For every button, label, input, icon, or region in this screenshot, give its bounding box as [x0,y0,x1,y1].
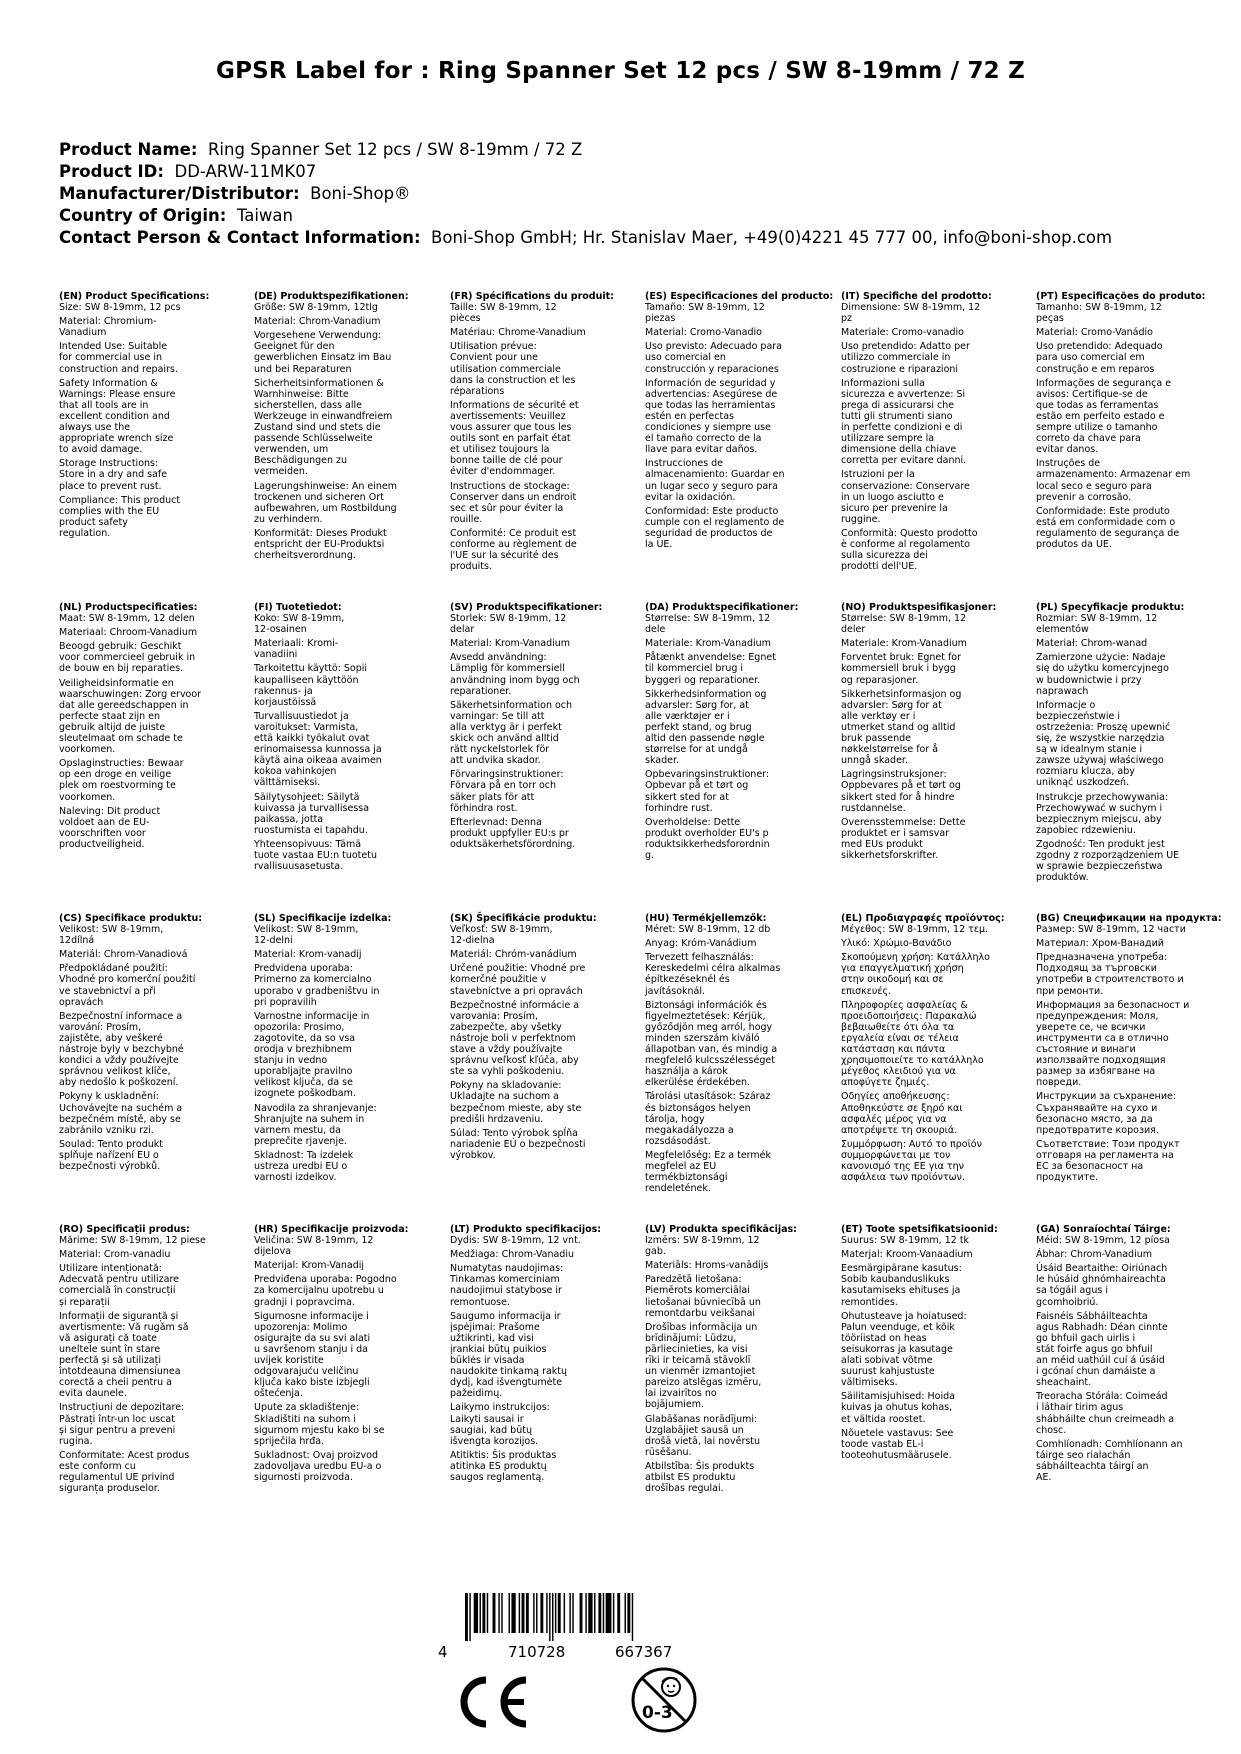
spec-paragraph: Beoogd gebruik: Geschikt voor commercieel gebruik in de bouw en bij reparaties. [59,641,196,675]
spec-paragraph: Pokyny k uskladnění: Uchovávejte na suchém a bezpečném místě, aby se zabránilo vzniku rzi. [59,1091,183,1136]
spec-paragraph: Suurus: SW 8-19mm, 12 tk [841,1235,970,1247]
spec-paragraph: Comhlíonadh: Comhlíonann an táirge seo rialachán sábháilteachta táirgí an AE. [1036,1438,1183,1483]
barcode-bar [501,1593,502,1633]
spec-paragraph: Материал: Хром-Ванадий [1036,938,1164,950]
spec-paragraph: Úsáid Beartaithe: Oiriúnach le húsáid ghnómhaireachta sa tógáil agus i gcomhoibriú. [1036,1263,1168,1308]
spec-paragraph: Συμμόρφωση: Αυτό το προϊόν συμμορφώνεται με τον κανονισμό της ΕΕ για την ασφάλεια των προϊόντων. [841,1138,982,1184]
spec-paragraph: Safety Information & Warnings: Please ensure that all tools are in excellent condition and always use the appropriate wrench size to avoid damage. [59,377,176,456]
barcode-bar [482,1593,485,1633]
info-manufacturer: Manufacturer/Distributor: Boni-Shop® [59,184,411,203]
barcode-bar [594,1593,595,1633]
barcode-bar [632,1593,633,1641]
spec-paragraph: Navodila za shranjevanje: Shranjujte na suhem in varnem mestu, da preprečite rjavenje. [254,1102,377,1147]
spec-paragraph: Materiāls: Hroms-vanādijs [645,1260,769,1272]
spec-block-bg [1036,913,1222,1186]
spec-block-it [841,291,999,575]
spec-heading: (SK) Špecifikácie produktu: [450,913,597,924]
spec-heading: (FI) Tuotetiedot: [254,602,342,613]
spec-paragraph: Instruções de armazenamento: Armazenar em local seco e seguro para prevenir a corrosão. [1036,458,1191,503]
spec-paragraph: Material: Krom-vanadij [254,949,362,961]
spec-paragraph: Istruzioni per la conservazione: Conservare in un luogo asciutto e sicuro per prevenire la ruggine. [841,469,970,525]
info-product-id: Product ID: DD-ARW-11MK07 [59,162,317,181]
spec-paragraph: Sikkerhetsinformasjon og advarsler: Sørg for at alle verktøy er i utmerket stand og alltid bruk passende nøkkelstørrelse for å unngå skader. [841,688,962,767]
spec-paragraph: Instrucciones de almacenamiento: Guardar en un lugar seco y seguro para evitar la oxidación. [645,458,785,503]
spec-paragraph: Turvallisuustiedot ja varoitukset: Varmista, että kaikki työkalut ovat erinomaisessa kunnossa ja käytä aina oikeaa avaimen kokoa vahinkojen välttämiseksi. [254,710,382,789]
spec-paragraph: Ábhar: Chrom-Vanadium [1036,1249,1152,1261]
barcode-bar [585,1593,586,1633]
barcode-bar [588,1593,592,1633]
barcode-bar [487,1593,488,1633]
spec-paragraph: Predvidena uporaba: Primerno za komercialno uporabo v gradbeništvu in pri popravilih [254,963,380,1008]
spec-paragraph: Dydis: SW 8-19mm, 12 vnt. [450,1235,581,1247]
ce-mark-icon [452,1672,532,1732]
spec-paragraph: Informacje o bezpieczeństwie i ostrzeżenia: Proszę upewnić się, że wszystkie narzędzia są w idealnym stanie i zawsze używaj właściwego rozmiaru klucza, aby uniknąć uszkodzeń. [1036,699,1171,789]
spec-paragraph: Efterlevnad: Denna produkt uppfyller EU:s pr oduktsäkerhetsförordning. [450,816,576,850]
spec-paragraph: Opbevaringsinstruktioner: Opbevar på et tørt og sikkert sted for at forhindre rust. [645,769,770,814]
spec-paragraph: Instrukcje przechowywania: Przechowywać w suchym i bezpiecznym miejscu, aby zapobiec rdzewieniu. [1036,791,1169,836]
barcode-bar [552,1593,553,1641]
spec-paragraph: Material: Krom-Vanadium [450,638,571,650]
spec-block-da [645,602,803,864]
spec-paragraph: Konformität: Dieses Produkt entspricht der EU-Produktsi cherheitsverordnung. [254,527,387,562]
spec-block-hu [645,913,803,1197]
spec-paragraph: Storlek: SW 8-19mm, 12 delar [450,613,567,636]
spec-paragraph: Sigurnosne informacije i upozorenja: Molimo osigurajte da su svi alati u savršenom stanju i da uvijek koristite odgovarajuću veličinu ključa kako biste izbjegli oštećenja. [254,1310,371,1400]
spec-paragraph: Påtænkt anvendelse: Egnet til kommerciel brug i byggeri og reparationer. [645,652,776,686]
spec-paragraph: Förvaringsinstruktioner: Förvara på en torr och säker plats för att förhindra rost. [450,769,564,814]
age-warning-label: 0-3 [642,1703,673,1723]
spec-heading: (FR) Spécifications du produit: [450,291,614,302]
spec-paragraph: Sicherheitsinformationen & Warnhinweise: Bitte sicherstellen, dass alle Werkzeuge in einwandfreiem Zustand sind und stets die passende Schlüsselweite verwenden, um Beschädigungen zu vermeiden. [254,377,393,478]
spec-paragraph: Σκοπούμενη χρήση: Κατάλληλο για επαγγελματική χρήση στην οικοδομή και σε επισκευές. [841,952,990,997]
spec-paragraph: Anyag: Króm-Vanádium [645,938,757,950]
spec-paragraph: Maat: SW 8-19mm, 12 delen [59,613,195,625]
spec-paragraph: Conformidade: Este produto está em conformidade com o regulamento de segurança de produtos da UE. [1036,505,1180,550]
spec-paragraph: Naleving: Dit product voldoet aan de EU- voorschriften voor productveiligheid. [59,805,161,850]
barcode-bar [498,1593,499,1633]
spec-block-lv [645,1224,803,1497]
spec-paragraph: Säilytysohjeet: Säilytä kuivassa ja turvallisessa paikassa, jotta ruostumista ei tapahdu. [254,791,370,836]
spec-paragraph: Taille: SW 8-19mm, 12 pièces [450,302,557,325]
spec-paragraph: Atitiktis: Šis produktas atitinka ES produktų saugos reglamentą. [450,1449,557,1483]
spec-paragraph: Paredzētā lietošana: Piemērots komerciālai lietošanai būvniecībā un remontdarbu veikšanai [645,1274,761,1319]
spec-paragraph: Material: Chromium- Vanadium [59,316,157,339]
spec-paragraph: Uso pretendido: Adequado para uso comercial em construção e em reparos [1036,341,1163,375]
barcode-bar [526,1593,529,1633]
spec-paragraph: Tamaño: SW 8-19mm, 12 piezas [645,302,765,325]
spec-paragraph: Πληροφορίες ασφαλείας & προειδοποιήσεις: Παρακαλώ βεβαιωθείτε ότι όλα τα εργαλεία είναι σε τέλεια κατάσταση και πάντα χρησιμοποιείτε το κατάλληλο μέγεθος κλειδιού για να αποφύγετε ζημιές. [841,999,984,1089]
spec-paragraph: Opslaginstructies: Bewaar op een droge en veilige plek om roestvorming te voorkomen. [59,758,184,803]
spec-block-pl [1036,602,1194,886]
barcode-bar [469,1593,470,1641]
spec-paragraph: Medžiaga: Chrom-Vanadiu [450,1249,574,1261]
spec-paragraph: Soulad: Tento produkt splňuje nařízení EU o bezpečnosti výrobků. [59,1138,164,1172]
spec-heading: (IT) Specifiche del prodotto: [841,291,992,302]
spec-paragraph: Materiaali: Kromi- vanadiini [254,638,339,661]
spec-paragraph: Faisnéis Sábháilteachta agus Rabhadh: Déan cinnte go bhfuil gach uirlis i stát foirfe agus go bhfuil an méid uathúil cuí á úsáid i gcónaí chun damáiste a sheachaint. [1036,1310,1168,1389]
spec-paragraph: Izmērs: SW 8-19mm, 12 gab. [645,1235,760,1258]
barcode-bar [569,1593,570,1633]
barcode-bar [606,1593,612,1633]
spec-block-sv [450,602,608,853]
barcode-bar [572,1593,573,1633]
spec-heading: (HR) Specifikacije proizvoda: [254,1224,409,1235]
spec-heading: (EL) Προδιαγραφές προϊόντος: [841,913,1005,924]
spec-paragraph: Lagerungshinweise: An einem trockenen und sicheren Ort aufbewahren, um Rostbildung zu verhindern. [254,480,398,525]
spec-heading: (ET) Toote spetsifikatsioonid: [841,1224,998,1235]
spec-paragraph: Varnostne informacije in opozorila: Prosimo, zagotovite, da so vsa orodja v brezhibnem stanju in vedno uporabljajte pravilno velikost ključa, da se izognete poškodbam. [254,1010,370,1100]
barcode-bar [533,1593,534,1633]
spec-paragraph: Veiligheidsinformatie en waarschuwingen: Zorg ervoor dat alle gereedschappen in perfecte staat zijn en gebruik altijd de juiste sleutelmaat om schade te voorkomen. [59,677,202,756]
barcode-bar [465,1593,468,1641]
spec-paragraph: Säkerhetsinformation och varningar: Se till att alla verktyg är i perfekt skick och använd alltid rätt nyckelstorlek för att undvika skador. [450,699,573,767]
barcode-bar [540,1593,543,1633]
spec-heading: (LV) Produkta specifikācijas: [645,1224,797,1235]
spec-paragraph: Material: Cromo-Vanádio [1036,327,1153,339]
barcode-bar [598,1593,601,1633]
barcode-digit-first: 4 [438,1643,448,1661]
spec-paragraph: Size: SW 8-19mm, 12 pcs [59,302,181,314]
spec-paragraph: Предназначена употреба: Подходящ за търговски употреби в строителството и при ремонти. [1036,952,1184,997]
barcode-bar [625,1593,626,1633]
barcode-bar [558,1593,561,1633]
barcode-digits-right: 667367 [615,1643,673,1661]
spec-paragraph: Nõuetele vastavus: See toode vastab EL-i tooteohutusmäärusele. [841,1427,954,1461]
spec-paragraph: Bezpečnostní informace a varování: Prosím, zajistěte, aby veškeré nástroje byly v bezchybné kondici a vždy používejte správnou velikost klíče, aby nedošlo k poškození. [59,1010,184,1089]
spec-paragraph: Rozmiar: SW 8-19mm, 12 elementów [1036,613,1158,636]
spec-block-fi [254,602,412,875]
spec-heading: (DA) Produktspecifikationer: [645,602,799,613]
barcode-bar [511,1593,515,1633]
spec-paragraph: Uso previsto: Adecuado para uso comercial en construcción y reparaciones [645,341,782,375]
spec-heading: (PT) Especificações do produto: [1036,291,1206,302]
spec-heading: (HU) Termékjellemzők: [645,913,767,924]
spec-paragraph: Съответствие: Този продукт отговаря на регламента на ЕС за безопасност на продуктите. [1036,1138,1180,1184]
spec-paragraph: Tarkoitettu käyttö: Sopii kaupalliseen käyttöön rakennus- ja korjaustöissä [254,663,368,708]
spec-paragraph: Materiale: Krom-Vanadium [841,638,967,650]
spec-paragraph: Tárolási utasítások: Száraz és biztonságos helyen tárolja, hogy megakadályozza a rozsdásodást. [645,1091,771,1147]
spec-block-es [645,291,834,553]
spec-heading: (BG) Спецификации на продукта: [1036,913,1222,924]
spec-block-et [841,1224,999,1464]
spec-heading: (LT) Produkto specifikacijos: [450,1224,602,1235]
spec-paragraph: Material: Chrom-Vanadium [254,316,381,328]
spec-heading: (DE) Produktspezifikationen: [254,291,409,302]
spec-paragraph: Tervezett felhasználás: Kereskedelmi célra alkalmas építkezéseknél és javításoknál. [645,952,781,997]
barcode-bar [519,1593,520,1633]
spec-heading: (NL) Productspecificaties: [59,602,198,613]
spec-paragraph: Размер: SW 8-19mm, 12 части [1036,924,1186,936]
barcode-bar [546,1593,547,1633]
spec-paragraph: Informações de segurança e avisos: Certifique-se de que todas as ferramentas estão em perfeito estado e sempre utilize o tamanho correto da chave para evitar danos. [1036,377,1172,456]
info-product-name: Product Name: Ring Spanner Set 12 pcs / SW 8-19mm / 72 Z [59,140,583,159]
spec-heading: (EN) Product Specifications: [59,291,210,302]
spec-paragraph: Οδηγίες αποθήκευσης: Αποθηκεύστε σε ξηρό και ασφαλές μέρος για να αποτρέψετε τη σκουριά. [841,1091,963,1136]
barcode [465,1593,695,1641]
spec-paragraph: Instrucțiuni de depozitare: Păstrați într-un loc uscat și sigur pentru a preveni rugina. [59,1402,185,1447]
spec-block-en [59,291,217,542]
spec-block-nl [59,602,217,853]
barcode-bar [580,1593,583,1633]
spec-paragraph: Materiale: Krom-Vanadium [645,638,771,650]
spec-block-hr [254,1224,412,1486]
spec-paragraph: Glabāšanas norādījumi: Uzglabājiet sausā un drošā vietā, lai novērstu rūsēšanu. [645,1413,761,1458]
spec-block-de [254,291,412,564]
spec-paragraph: Información de seguridad y advertencias: Asegúrese de que todas las herramientas estén en perfectas condiciones y siempre use el tamaño correcto de la llave para evitar daños. [645,377,778,456]
spec-paragraph: Bezpečnostné informácie a varovania: Prosím, zabezpečte, aby všetky nástroje boli v perfektnom stave a vždy používajte správnu veľkosť kľúča, aby ste sa vyhli poškodeniu. [450,999,580,1078]
info-country-of-origin: Country of Origin: Taiwan [59,206,293,225]
spec-heading: (SL) Specifikacije izdelka: [254,913,392,924]
spec-paragraph: Materiaal: Chroom-Vanadium [59,627,198,639]
spec-paragraph: Zgodność: Ten produkt jest zgodny z rozporządzeniem UE w sprawie bezpieczeństwa produktów. [1036,838,1180,884]
spec-block-sl [254,913,412,1186]
spec-paragraph: Overensstemmelse: Dette produktet er i samsvar med EUs produkt sikkerhetsforskrifter. [841,816,966,861]
spec-paragraph: Skladnost: Ta izdelek ustreza uredbi EU o varnosti izdelkov. [254,1149,354,1184]
spec-block-cs [59,913,217,1175]
spec-paragraph: Utilizare intenționată: Adecvată pentru utilizare comercială în construcții și reparații [59,1263,180,1308]
spec-paragraph: Zamierzone użycie: Nadaje się do użytku komercyjnego w budownictwie i przy naprawach [1036,652,1169,697]
barcode-bar [617,1593,620,1633]
spec-block-pt [1036,291,1206,553]
barcode-bar [603,1593,604,1633]
spec-paragraph: Mărime: SW 8-19mm, 12 piese [59,1235,206,1247]
spec-paragraph: Conformité: Ce produit est conforme au règlement de l'UE sur la sécurité des produits. [450,527,577,573]
spec-heading: (GA) Sonraíochtaí Táirge: [1036,1224,1171,1235]
spec-paragraph: Ohutusteave ja hoiatused: Palun veenduge, et kõik tööriistad on heas seisukorras ja kasutage alati sobivat võtme suurust kahjustuste vältimiseks. [841,1310,967,1389]
barcode-bar [522,1593,525,1633]
spec-paragraph: Material: Crom-vanadiu [59,1249,171,1261]
spec-paragraph: Conformidad: Este producto cumple con el reglamento de seguridad de productos de la UE. [645,505,785,550]
spec-heading: (NO) Produktspesifikasjoner: [841,602,997,613]
spec-paragraph: Méid: SW 8-19mm, 12 píosa [1036,1235,1170,1247]
spec-heading: (PL) Specyfikacje produktu: [1036,602,1185,613]
spec-paragraph: Sikkerhedsinformation og advarsler: Sørg for, at alle værktøjer er i perfekt stand, og brug altid den passende nøgle størrelse for at undgå skader. [645,688,767,767]
spec-paragraph: Compliance: This product complies with the EU product safety regulation. [59,494,181,539]
barcode-bar [474,1593,478,1633]
spec-paragraph: Materijal: Krom-Vanadij [254,1260,365,1272]
spec-paragraph: Lagringsinstruksjoner: Oppbevares på et tørt og sikkert sted for å hindre rustdannelse. [841,769,961,814]
spec-paragraph: Drošības informācija un brīdinājumi: Lūdzu, pārliecinieties, ka visi rīki ir teicamā stāvoklī un vienmēr izmantojiet pareizo atslēgas izmēru, lai izvairītos no bojājumiem. [645,1321,762,1411]
spec-paragraph: Conformità: Questo prodotto è conforme al regolamento sulla sicurezza dei prodotti dell'UE. [841,527,978,573]
barcode-bar [509,1593,510,1633]
spec-paragraph: Materjal: Kroom-Vanaadium [841,1249,973,1261]
spec-heading: (CS) Specifikace produktu: [59,913,203,924]
spec-paragraph: Atbilstība: Šis produkts atbilst ES produktu drošības regulai. [645,1460,755,1495]
spec-paragraph: Uso pretendido: Adatto per utilizzo commerciale in costruzione e riparazioni [841,341,970,375]
spec-paragraph: Materiál: Chrom-Vanadiová [59,949,188,961]
spec-paragraph: Størrelse: SW 8-19mm, 12 dele [645,613,771,636]
barcode-bar [536,1593,537,1633]
spec-paragraph: Информация за безопасност и предупреждения: Моля, уверете се, че всички инструменти са в отлично състояние и винаги използвайте подходящия размер за избягване на повреди. [1036,999,1190,1089]
spec-paragraph: Conformitate: Acest produs este conform cu regulamentul UE privind siguranța produselor. [59,1449,190,1495]
spec-block-ga [1036,1224,1194,1486]
spec-paragraph: Forventet bruk: Egnet for kommersiell bruk i bygg og reparasjoner. [841,652,962,686]
spec-paragraph: Μέγεθος: SW 8-19mm, 12 τεμ. [841,924,989,936]
spec-paragraph: Eesmärgipärane kasutus: Sobib kaubanduslikuks kasutamiseks ehituses ja remontides. [841,1263,962,1308]
spec-block-sk [450,913,608,1164]
barcode-bar [613,1593,614,1633]
product-info [59,139,1112,249]
spec-paragraph: Avsedd användning: Lämplig för kommersiell användning inom bygg och reparationer. [450,652,580,697]
spec-paragraph: Saugumo informacija ir įspėjimai: Prašome užtikrinti, kad visi įrankiai būtų puikios būklės ir visada naudokite tinkamą raktų dydį, kad išvengtumėte pažeidimų. [450,1310,568,1400]
spec-paragraph: Tamanho: SW 8-19mm, 12 peças [1036,302,1162,325]
spec-paragraph: Veličina: SW 8-19mm, 12 dijelova [254,1235,374,1258]
spec-paragraph: Størrelse: SW 8-19mm, 12 deler [841,613,967,636]
spec-paragraph: Informații de siguranță și avertismente: Vă rugăm să vă asigurați că toate uneltele sunt în stare perfectă și să utilizați întotdeauna dimensiunea corectă a cheii pentru a evita daunele. [59,1310,189,1400]
spec-paragraph: Megfelelőség: Ez a termék megfelel az EU termékbiztonsági rendeletének. [645,1149,772,1195]
spec-paragraph: Informazioni sulla sicurezza e avvertenze: Si prega di assicurarsi che tutti gli strumenti siano in perfette condizioni e di utilizzare sempre la dimensione della chiave corretta per evitare danni. [841,377,967,467]
spec-paragraph: Méret: SW 8-19mm, 12 db [645,924,771,936]
barcode-digits-left: 710728 [508,1643,566,1661]
spec-paragraph: Säilitamisjuhised: Hoida kuivas ja ohutus kohas, et vältida roostet. [841,1391,955,1425]
barcode-bar [564,1593,565,1633]
spec-paragraph: Storage Instructions: Store in a dry and safe place to prevent rust. [59,458,168,492]
spec-paragraph: Υλικό: Χρώμιο-Βανάδιο [841,938,952,950]
spec-paragraph: Koko: SW 8-19mm, 12-osainen [254,613,345,636]
spec-paragraph: Informations de sécurité et avertissements: Veuillez vous assurer que tous les outils sont en parfait état et utilisez toujours la bonne taille de clé pour éviter d'endommager. [450,399,579,478]
spec-paragraph: Určené použitie: Vhodné pre komerčné použitie v stavebníctve a pri opravách [450,963,586,997]
spec-paragraph: Инструкции за съхранение: Съхранявайте на сухо и безопасно място, за да предотвратите корозия. [1036,1091,1177,1136]
spec-paragraph: Treoracha Stórála: Coimeád i láthair tirim agus shábháilte chun creimeadh a chosc. [1036,1391,1175,1436]
page-title: GPSR Label for : Ring Spanner Set 12 pcs / SW 8-19mm / 72 Z [216,58,1025,84]
barcode-bar [493,1593,496,1633]
spec-paragraph: Material: Cromo-Vanadio [645,327,762,339]
spec-block-fr [450,291,614,575]
spec-paragraph: Overholdelse: Dette produkt overholder EU's p roduktsikkerhedsforordnin g. [645,816,770,861]
spec-heading: (ES) Especificaciones del producto: [645,291,834,302]
spec-paragraph: Pokyny na skladovanie: Ukladajte na suchom a bezpečnom mieste, aby ste predišli hrdzaveniu. [450,1080,582,1125]
spec-paragraph: Materiál: Chróm-vanádium [450,949,577,961]
barcode-bar [627,1593,630,1633]
spec-paragraph: Sukladnost: Ovaj proizvod zadovoljava uredbu EU-a o sigurnosti proizvoda. [254,1449,382,1483]
spec-paragraph: Laikymo instrukcijos: Laikyti sausai ir saugiai, kad būtų išvengta korozijos. [450,1402,550,1447]
barcode-bar [555,1593,556,1633]
spec-paragraph: Velikost: SW 8-19mm, 12dílná [59,924,164,947]
spec-paragraph: Materiale: Cromo-vanadio [841,327,964,339]
spec-paragraph: Utilisation prévue: Convient pour une utilisation commerciale dans la construction et les réparations [450,341,576,397]
spec-paragraph: Vorgesehene Verwendung: Geeignet für den gewerblichen Einsatz im Bau und bei Reparaturen [254,330,392,375]
age-warning-0-3-icon [629,1665,699,1735]
spec-block-no [841,602,999,864]
spec-paragraph: Predviđena uporaba: Pogodno za komercijalnu upotrebu u gradnji i popravcima. [254,1274,397,1308]
barcode-bar [549,1593,550,1641]
spec-block-el [841,913,1005,1186]
spec-paragraph: Instructions de stockage: Conserver dans un endroit sec et sûr pour éviter la rouille. [450,480,577,525]
spec-paragraph: Dimensione: SW 8-19mm, 12 pz [841,302,981,325]
spec-paragraph: Súlad: Tento výrobok spĺňa nariadenie EÚ o bezpečnosti výrobkov. [450,1127,586,1161]
info-contact: Contact Person & Contact Information: Boni-Shop GmbH; Hr. Stanislav Maer, +49(0)4221 45 777 00, info@boni-shop.com [59,228,1113,247]
spec-paragraph: Matériau: Chrome-Vanadium [450,327,586,339]
spec-paragraph: Numatytas naudojimas: Tinkamas komerciniam naudojimui statybose ir remontuose. [450,1263,564,1308]
spec-paragraph: Größe: SW 8-19mm, 12tlg [254,302,378,314]
spec-paragraph: Biztonsági információk és figyelmeztetések: Kérjük, győződjön meg arról, hogy minden szerszám kiváló állapotban van, és mindig a megfelelő kulcsszélességet használja a károk elkerülése érdekében. [645,999,778,1089]
spec-paragraph: Velikost: SW 8-19mm, 12-delni [254,924,359,947]
spec-paragraph: Materiał: Chrom-wanad [1036,638,1148,650]
spec-paragraph: Veľkosť: SW 8-19mm, 12-dielna [450,924,553,947]
spec-paragraph: Yhteensopivuus: Tämä tuote vastaa EU:n tuotetu rvallisuusasetusta. [254,838,377,873]
barcode-bar [480,1593,481,1633]
spec-paragraph: Upute za skladištenje: Skladištiti na suhom i sigurnom mjestu kako bi se spriječila hrđa. [254,1402,385,1447]
spec-paragraph: Intended Use: Suitable for commercial use in construction and repairs. [59,341,178,375]
spec-heading: (SV) Produktspecifikationer: [450,602,603,613]
spec-paragraph: Předpokládané použití: Vhodné pro komerční použití ve stavebnictví a při opravách [59,963,196,1008]
spec-block-ro [59,1224,217,1497]
spec-heading: (RO) Specificații produs: [59,1224,190,1235]
spec-block-lt [450,1224,608,1486]
